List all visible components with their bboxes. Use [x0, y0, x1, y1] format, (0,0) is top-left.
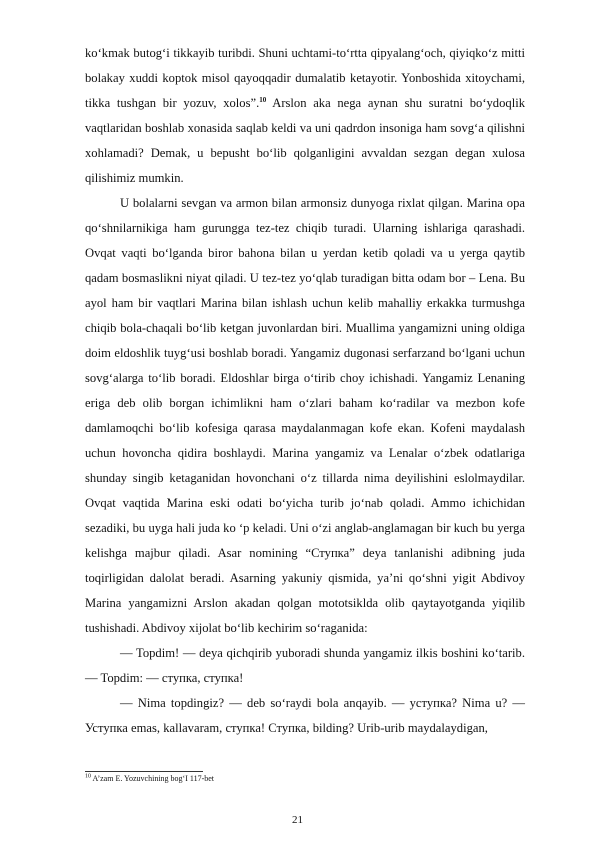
paragraph-2: U bolalarni sevgan va armon bilan armonsiz dunyoga rixlat qilgan. Marina opa qo‘shnilarnikiga ham gurungga tez-tez chiqib turadi. Ularning ishlariga qarashadi. Ovqat vaqti bo‘lganda biror bahona bilan u yerdan ketib qoladi va u yerga qaytib qadam bosmaslikni niyat qiladi. U tez-tez yo‘qlab turadigan bitta odam bor – Lena. Bu ayol ham bir vaqtlari Marina bilan ishlash uchun kelib mahalliy erkakka turmushga chiqib bola-chaqali bo‘lib ketgan juvonlardan biri. Muallima yangamizni uning oldiga doim eldoshlik tuyg‘usi boshlab boradi. Yangamiz dugonasi serfarzand bo‘lgani uchun sovg‘alarga to‘lib boradi. Eldoshlar birga o‘tirib choy ichishadi. Yangamiz Lenaning eriga deb olib borgan ichimlikni ham o‘zlari baham ko‘radilar va mezbon kofe damlamoqchi bo‘lib kofesiga qarasa maydalanmagan kofe ekan. Kofeni maydalash uchun hovoncha qidira boshlaydi. Marina yangamiz va Lenalar o‘zbek odatlariga shunday singib ketaganidan hovonchani o‘z tillarda nima deyilishini eslolmaydilar. Ovqat vaqtida Marina eski odati bo‘yicha turib jo‘nab qoladi. Ammo ichichidan sezadiki, bu uyga hali juda ko ‘p keladi. Uni o‘zi anglab-anglamagan bir kuch bu yerga kelishga majbur qiladi. Asar nomining “Ступка” deya tanlanishi adibning juda toqirligidan dalolat beradi. Asarning yakuniy qismida, ya’ni qo‘shni yigit Abdivoy Marina yangamizni Arslon akadan qolgan mototsiklda olib qaytayotganda yiqilib tushishadi. Abdivoy xijolat bo‘lib kechirim so‘raganida:	[85, 196, 525, 635]
paragraph-1-continuation: Arslon aka nega aynan shu suratni bo‘ydoqlik vaqtlaridan boshlab xonasida saqlab keldi va uni qadrdon insoniga ham sovg‘a qilishni xohlamadi? Demak, u bepusht bo‘lib qolganligini avvaldan sezgan degan xulosa qilishimiz mumkin.	[85, 96, 525, 185]
page-number: 21	[292, 814, 303, 826]
paragraph-3: — Topdim! — deya qichqirib yuboradi shunda yangamiz ilkis boshini ko‘tarib. — Topdim: — ступка, ступка!	[85, 646, 525, 685]
footnote-divider	[85, 771, 203, 772]
footnote-text: A’zam E. Yozuvchining bog‘I 117-bet	[91, 774, 215, 783]
document-body	[85, 41, 525, 741]
paragraph-1-text: ko‘kmak butog‘i tikkayib turibdi. Shuni uchtami-to‘rtta qipyalang‘och, qiyiqko‘z mitti bolakay xuddi koptok misol qayoqqadir dumalatib ketayotir. Yonboshida xitoychami, tikka tushgan bir yozuv, xolos”.	[85, 46, 525, 110]
footnote	[85, 774, 525, 784]
footnote-mark: 10	[85, 773, 91, 780]
paragraph-1	[85, 41, 525, 191]
paragraph-4: — Nima topdingiz? — deb so‘raydi bola anqayib. — ycтупка? Nima u? — Уступка emas, kallavaram, ступка! Ступка, bilding? Urib-urib maydalaydigan,	[85, 696, 525, 735]
footnote-reference[interactable]: 10	[259, 95, 267, 104]
